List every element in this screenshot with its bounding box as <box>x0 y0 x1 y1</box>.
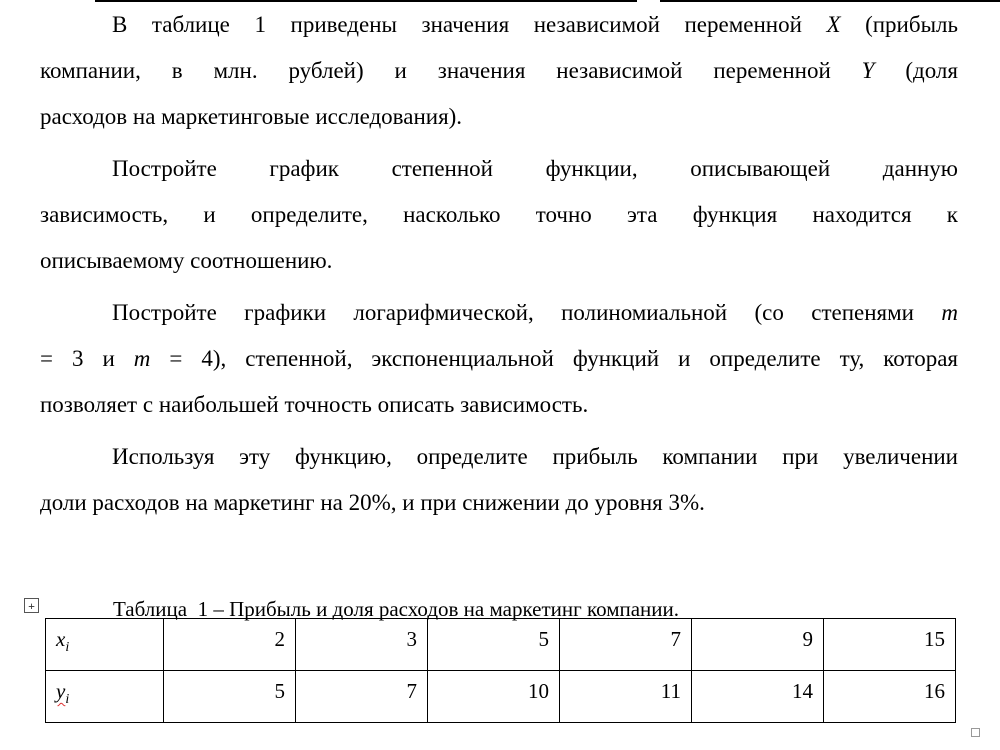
text-line <box>40 2 958 48</box>
text-run: (доля <box>874 58 958 83</box>
text-run: позволяет с наибольшей точность описать зависимость. <box>40 392 589 417</box>
variable-y-label: $y_i$ <box>56 679 70 708</box>
table-cell[interactable]: 3 <box>296 619 428 671</box>
table-cell[interactable]: 5 <box>164 671 296 723</box>
table-cell[interactable]: 5 <box>428 619 560 671</box>
text-run: Используя эту функцию, определите прибыль компании при увеличении <box>112 444 958 469</box>
table-caption: Таблица 1 – Прибыль и доля расходов на маркетинг компании. <box>113 597 680 621</box>
text-line <box>40 480 958 526</box>
text-run: описываемому соотношению. <box>40 248 333 273</box>
text-run: Постройте графики логарифмической, полиномиальной (со степенями <box>112 300 942 325</box>
table-row-x <box>46 619 956 671</box>
text-line <box>40 382 958 428</box>
table-cell[interactable]: 2 <box>164 619 296 671</box>
text-line <box>40 192 958 238</box>
text-run-italic: X <box>826 12 841 37</box>
text-run: компании, в млн. рублей) и значения независимой переменной <box>40 58 862 83</box>
table-cell[interactable]: 9 <box>692 619 824 671</box>
table-cell[interactable]: 16 <box>824 671 956 723</box>
text-line <box>40 48 958 94</box>
row-label-cell[interactable] <box>46 671 164 723</box>
text-run: расходов на маркетинговые исследования). <box>40 104 463 129</box>
table-cell[interactable]: 15 <box>824 619 956 671</box>
text-run: Постройте график степенной функции, описывающей данную <box>112 156 958 181</box>
text-run: = 3 и <box>40 346 134 371</box>
table-cell[interactable]: 10 <box>428 671 560 723</box>
data-table <box>45 618 956 723</box>
paragraph-4 <box>40 434 958 526</box>
text-run: = 4), степенной, экспоненциальной функций и определите ту, которая <box>150 346 959 371</box>
text-run-italic: m <box>941 300 958 325</box>
table-cell[interactable]: 7 <box>296 671 428 723</box>
text-run: (прибыль <box>840 12 958 37</box>
text-line <box>40 434 958 480</box>
table-cell[interactable]: 14 <box>692 671 824 723</box>
table-cell[interactable]: 7 <box>560 619 692 671</box>
document-body <box>40 2 958 532</box>
variable-x-label: $x_i$ <box>56 627 70 656</box>
text-run: доли расходов на маркетинг на 20%, и при снижении до уровня 3%. <box>40 490 705 515</box>
table-row-y <box>46 671 956 723</box>
table-cell[interactable]: 11 <box>560 671 692 723</box>
table-move-handle-icon[interactable]: + <box>24 598 39 613</box>
text-line <box>40 238 958 284</box>
text-line <box>40 336 958 382</box>
paragraph-2 <box>40 146 958 284</box>
text-run-italic: Y <box>861 58 875 83</box>
paragraph-1 <box>40 2 958 140</box>
text-line <box>40 94 958 140</box>
text-line <box>40 290 958 336</box>
data-table-container <box>45 618 956 723</box>
text-run: В таблице 1 приведены значения независимой переменной <box>112 12 827 37</box>
text-run-italic: m <box>133 346 151 371</box>
row-label-cell[interactable] <box>46 619 164 671</box>
text-line <box>40 146 958 192</box>
text-run: зависимость, и определите, насколько точно эта функция находится к <box>40 202 958 227</box>
table-resize-handle[interactable] <box>971 728 980 737</box>
paragraph-3 <box>40 290 958 428</box>
